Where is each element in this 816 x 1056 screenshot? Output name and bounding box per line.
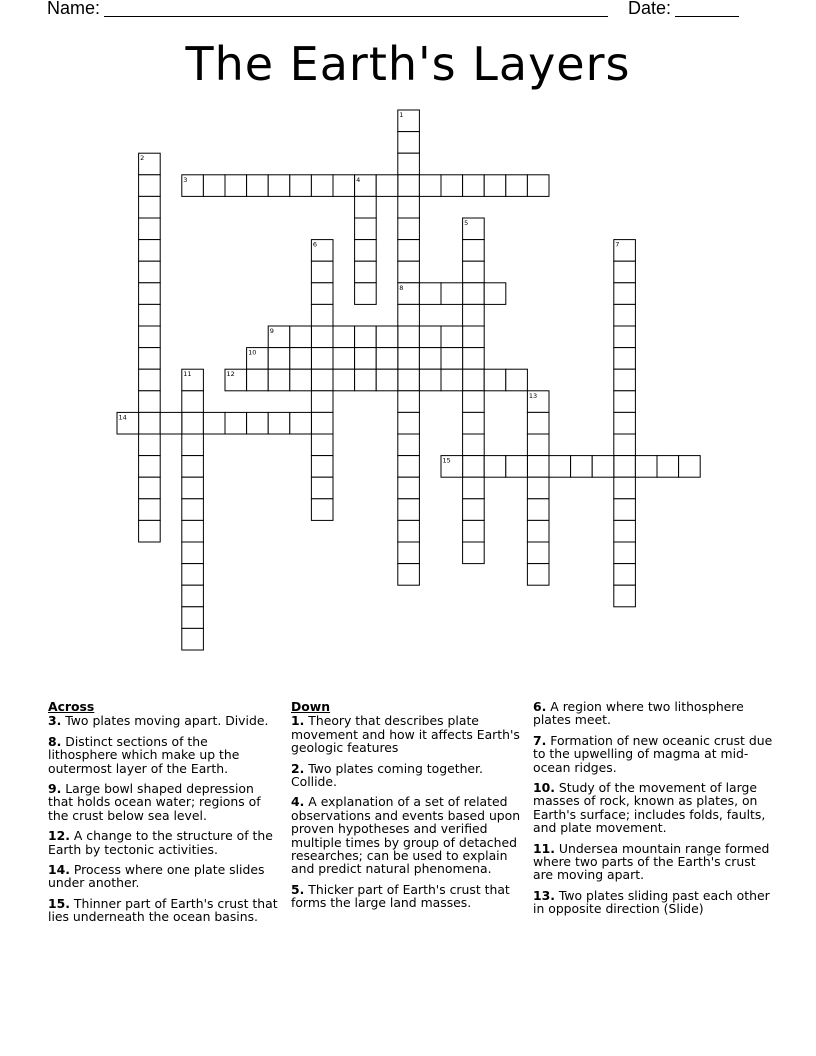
grid-cell[interactable]: [203, 412, 225, 434]
down-clues-continued: [533, 700, 778, 923]
cell-number-13: 13: [528, 391, 538, 400]
clue-text: A change to the structure of the Earth by tectonic activities.: [48, 828, 273, 857]
grid-cell[interactable]: [182, 542, 204, 564]
grid-cell[interactable]: [463, 261, 485, 283]
grid-cell[interactable]: [614, 304, 636, 326]
grid-cell[interactable]: [182, 391, 204, 413]
name-label: Name:: [47, 0, 101, 18]
grid-cell[interactable]: [398, 412, 420, 434]
grid-cell[interactable]: [463, 542, 485, 564]
grid-cell[interactable]: [635, 456, 657, 478]
grid-cell[interactable]: [139, 175, 161, 197]
grid-cell[interactable]: [463, 477, 485, 499]
grid-cell[interactable]: [182, 607, 204, 629]
grid-cell[interactable]: [268, 175, 290, 197]
grid-cell[interactable]: [614, 585, 636, 607]
clue-14: [48, 863, 280, 890]
cell-number-6: 6: [312, 240, 318, 249]
grid-cell[interactable]: [614, 348, 636, 370]
clue-text: Two plates moving apart. Divide.: [61, 713, 269, 729]
grid-cell[interactable]: [463, 391, 485, 413]
grid-cell[interactable]: [614, 391, 636, 413]
clue-10: [533, 781, 778, 835]
grid-cell[interactable]: [614, 456, 636, 478]
grid-cell[interactable]: [484, 175, 506, 197]
clue-text: Undersea mountain range formed where two parts of the Earth's crust are moving apart.: [533, 840, 770, 883]
grid-cell[interactable]: [182, 477, 204, 499]
grid-cell[interactable]: [311, 304, 333, 326]
clue-text: Study of the movement of large masses of rock, known as plates, on Earth's surface; includes folds, faults, and plate movement.: [533, 780, 766, 836]
clue-number: 3.: [48, 713, 62, 729]
down-heading: Down: [291, 699, 331, 714]
grid-cell[interactable]: [463, 240, 485, 262]
grid-cell[interactable]: [527, 456, 549, 478]
grid-cell[interactable]: [182, 434, 204, 456]
clue-7: [533, 734, 778, 774]
grid-cell[interactable]: [441, 348, 463, 370]
grid-cell[interactable]: [419, 369, 441, 391]
cell-number-9: 9: [269, 327, 274, 335]
clue-number: 8.: [48, 733, 62, 749]
grid-cell[interactable]: [398, 456, 420, 478]
grid-cell[interactable]: [139, 304, 161, 326]
down-clues: [291, 700, 523, 917]
grid-cell[interactable]: [398, 391, 420, 413]
grid-cell[interactable]: [614, 412, 636, 434]
grid-cell[interactable]: [268, 412, 290, 434]
grid-cell[interactable]: [182, 499, 204, 521]
cell-number-3: 3: [183, 175, 188, 184]
grid-cell[interactable]: [398, 369, 420, 391]
grid-cell[interactable]: [463, 434, 485, 456]
grid-cell[interactable]: [290, 175, 312, 197]
grid-cell[interactable]: [290, 326, 312, 348]
cell-number-15: 15: [442, 456, 451, 465]
grid-cell[interactable]: [376, 326, 398, 348]
clue-9: [48, 782, 280, 822]
cell-number-4: 4: [356, 175, 361, 184]
clue-11: [533, 842, 778, 882]
clue-number: 14.: [48, 862, 70, 878]
clue-number: 2.: [291, 760, 305, 776]
clue-5: [291, 883, 523, 910]
clue-2: [291, 762, 523, 789]
grid-cell[interactable]: [398, 348, 420, 370]
clue-number: 12.: [48, 828, 70, 844]
grid-cell[interactable]: [527, 542, 549, 564]
grid-cell[interactable]: [160, 412, 182, 434]
grid-cell[interactable]: [290, 412, 312, 434]
clue-number: 1.: [291, 713, 305, 729]
grid-cell[interactable]: [398, 326, 420, 348]
clue-number: 9.: [48, 781, 62, 797]
grid-cell[interactable]: [484, 456, 506, 478]
grid-cell[interactable]: [311, 477, 333, 499]
clue-text: Large bowl shaped depression that holds ocean water; regions of the crust below sea level.: [48, 781, 261, 823]
clue-number: 13.: [533, 887, 555, 903]
clue-13: [533, 889, 778, 916]
clue-text: Two plates sliding past each other in opposite direction (Slide): [533, 887, 770, 917]
grid-cell[interactable]: [441, 326, 463, 348]
grid-cell[interactable]: [333, 369, 355, 391]
clue-text: A explanation of a set of related observations and events based upon proven hypotheses and verified multiple times by group of detached researches; can be used to explain and predict natural phenomena.: [291, 794, 521, 877]
grid-cell[interactable]: [290, 348, 312, 370]
grid-cell[interactable]: [527, 520, 549, 542]
grid-cell[interactable]: [679, 456, 701, 478]
clue-15: [48, 897, 280, 924]
grid-cell[interactable]: [484, 283, 506, 305]
clue-12: [48, 829, 280, 856]
grid-cell[interactable]: [463, 304, 485, 326]
cell-number-10: 10: [248, 348, 257, 357]
grid-cell[interactable]: [355, 283, 377, 305]
grid-cell[interactable]: [355, 218, 377, 240]
grid-cell[interactable]: [333, 175, 355, 197]
grid-cell[interactable]: [182, 585, 204, 607]
grid-cell[interactable]: [549, 456, 571, 478]
grid-cell[interactable]: [463, 283, 485, 305]
grid-cell[interactable]: [398, 240, 420, 262]
grid-cell[interactable]: [614, 564, 636, 586]
grid-cell[interactable]: [139, 326, 161, 348]
grid-cell[interactable]: [398, 542, 420, 564]
grid-cell[interactable]: [247, 175, 269, 197]
grid-cell[interactable]: [182, 628, 204, 650]
grid-cell[interactable]: [247, 369, 269, 391]
grid-cell[interactable]: [247, 412, 269, 434]
grid-cell[interactable]: [463, 456, 485, 478]
grid-cell[interactable]: [506, 456, 528, 478]
cell-number-7: 7: [615, 240, 620, 249]
grid-cell[interactable]: [355, 369, 377, 391]
grid-cell[interactable]: [527, 412, 549, 434]
grid-cell[interactable]: [614, 369, 636, 391]
grid-cell[interactable]: [182, 456, 204, 478]
cell-number-12: 12: [226, 370, 235, 379]
grid-cell[interactable]: [527, 477, 549, 499]
across-clues: [48, 700, 280, 931]
grid-cell[interactable]: [614, 477, 636, 499]
date-label: Date:: [628, 0, 672, 18]
grid-cell[interactable]: [484, 369, 506, 391]
grid-cell[interactable]: [398, 132, 420, 154]
grid-cell[interactable]: [592, 456, 614, 478]
grid-cell[interactable]: [139, 456, 161, 478]
grid-cell[interactable]: [139, 283, 161, 305]
grid-cell[interactable]: [139, 196, 161, 218]
clue-text: Process where one plate slides under another.: [48, 862, 265, 891]
grid-cell[interactable]: [398, 434, 420, 456]
grid-cell[interactable]: [182, 564, 204, 586]
across-clue-list: [48, 714, 280, 923]
grid-cell[interactable]: [463, 348, 485, 370]
grid-cell[interactable]: [614, 520, 636, 542]
down-clue-list: [291, 714, 523, 909]
clue-number: 15.: [48, 895, 70, 911]
grid-cell[interactable]: [355, 240, 377, 262]
grid-cell[interactable]: [139, 218, 161, 240]
grid-cell[interactable]: [139, 434, 161, 456]
grid-cell[interactable]: [268, 369, 290, 391]
clue-number: 6.: [533, 699, 547, 714]
grid-cell[interactable]: [139, 240, 161, 262]
grid-cell[interactable]: [311, 456, 333, 478]
grid-cell[interactable]: [268, 348, 290, 370]
grid-cell[interactable]: [463, 520, 485, 542]
grid-cell[interactable]: [398, 196, 420, 218]
grid-cell[interactable]: [441, 283, 463, 305]
grid-cell[interactable]: [311, 348, 333, 370]
clue-text: Thinner part of Earth's crust that lies underneath the ocean basins.: [48, 895, 278, 925]
grid-cell[interactable]: [614, 499, 636, 521]
clue-4: [291, 795, 523, 875]
grid-cell[interactable]: [139, 499, 161, 521]
grid-cell[interactable]: [290, 369, 312, 391]
grid-cell[interactable]: [614, 542, 636, 564]
clue-1: [291, 714, 523, 754]
grid-cell[interactable]: [398, 218, 420, 240]
clue-number: 10.: [533, 780, 555, 796]
clue-number: 11.: [533, 840, 555, 856]
grid-cell[interactable]: [376, 175, 398, 197]
cell-number-8: 8: [399, 283, 404, 292]
grid-cell[interactable]: [419, 348, 441, 370]
grid-cell[interactable]: [463, 499, 485, 521]
grid-cell[interactable]: [614, 261, 636, 283]
grid-cell[interactable]: [311, 412, 333, 434]
grid-cell[interactable]: [441, 369, 463, 391]
clue-6: [533, 700, 778, 727]
grid-cell[interactable]: [311, 175, 333, 197]
grid-cell[interactable]: [139, 369, 161, 391]
grid-cell[interactable]: [463, 326, 485, 348]
grid-cell[interactable]: [657, 456, 679, 478]
clue-text: Distinct sections of the lithosphere which make up the outermost layer of the Earth.: [48, 733, 240, 776]
grid-cell[interactable]: [355, 326, 377, 348]
grid-cell[interactable]: [614, 283, 636, 305]
grid-cell[interactable]: [614, 434, 636, 456]
grid-cell[interactable]: [311, 261, 333, 283]
grid-cell[interactable]: [571, 456, 593, 478]
grid-cell[interactable]: [398, 499, 420, 521]
cell-number-2: 2: [140, 154, 145, 163]
grid-cell[interactable]: [527, 564, 549, 586]
grid-cell[interactable]: [139, 391, 161, 413]
grid-cell[interactable]: [225, 175, 247, 197]
clue-text: Theory that describes plate movement and how it affects Earth's geologic features: [291, 713, 520, 756]
clue-3: [48, 714, 280, 727]
grid-cell[interactable]: [311, 499, 333, 521]
grid-cell[interactable]: [139, 520, 161, 542]
clue-text: A region where two lithosphere plates meet.: [533, 699, 744, 728]
grid-cell[interactable]: [333, 348, 355, 370]
cell-number-1: 1: [399, 111, 404, 119]
grid-cell[interactable]: [311, 391, 333, 413]
grid-cell[interactable]: [203, 175, 225, 197]
grid-cell[interactable]: [398, 477, 420, 499]
grid-cell[interactable]: [311, 434, 333, 456]
grid-cell[interactable]: [225, 412, 247, 434]
grid-cell[interactable]: [398, 520, 420, 542]
grid-cell[interactable]: [419, 326, 441, 348]
grid-cell[interactable]: [463, 369, 485, 391]
clue-number: 5.: [291, 881, 305, 897]
down-clue-list-continued: [533, 700, 778, 916]
grid-cell[interactable]: [527, 499, 549, 521]
grid-cell[interactable]: [398, 564, 420, 586]
grid-cell[interactable]: [463, 175, 485, 197]
grid-cell[interactable]: [398, 175, 420, 197]
grid-cell[interactable]: [139, 348, 161, 370]
clue-text: Thicker part of Earth's crust that forms the large land masses.: [291, 881, 510, 911]
grid-cell[interactable]: [419, 283, 441, 305]
grid-cell[interactable]: [463, 412, 485, 434]
grid-cell[interactable]: [506, 175, 528, 197]
grid-cell[interactable]: [398, 304, 420, 326]
cell-number-14: 14: [118, 413, 127, 422]
across-heading: Across: [48, 699, 95, 714]
grid-cell[interactable]: [614, 326, 636, 348]
grid-cell[interactable]: [139, 412, 161, 434]
grid-cell[interactable]: [419, 175, 441, 197]
cell-number-5: 5: [464, 219, 469, 227]
grid-cell[interactable]: [506, 369, 528, 391]
grid-cell[interactable]: [311, 369, 333, 391]
grid-cell[interactable]: [139, 261, 161, 283]
grid-cell[interactable]: [527, 175, 549, 197]
grid-cell[interactable]: [139, 477, 161, 499]
grid-cell[interactable]: [333, 326, 355, 348]
grid-cell[interactable]: [355, 348, 377, 370]
puzzle-title: The Earth's Layers: [185, 37, 631, 91]
grid-cell[interactable]: [376, 348, 398, 370]
clue-text: Formation of new oceanic crust due to the upwelling of magma at mid-ocean ridges.: [533, 732, 773, 775]
cell-number-11: 11: [183, 370, 192, 379]
grid-cell[interactable]: [311, 326, 333, 348]
grid-cell[interactable]: [398, 261, 420, 283]
clue-8: [48, 735, 280, 775]
grid-cell[interactable]: [527, 434, 549, 456]
clue-number: 4.: [291, 794, 305, 810]
grid-cell[interactable]: [355, 261, 377, 283]
grid-cell[interactable]: [355, 196, 377, 218]
grid-cell[interactable]: [398, 153, 420, 175]
grid-cell[interactable]: [182, 412, 204, 434]
grid-cell[interactable]: [441, 175, 463, 197]
grid-cell[interactable]: [311, 283, 333, 305]
grid-cell[interactable]: [182, 520, 204, 542]
grid-cell[interactable]: [376, 369, 398, 391]
clue-number: 7.: [533, 732, 547, 748]
clue-text: Two plates coming together. Collide.: [291, 760, 483, 790]
